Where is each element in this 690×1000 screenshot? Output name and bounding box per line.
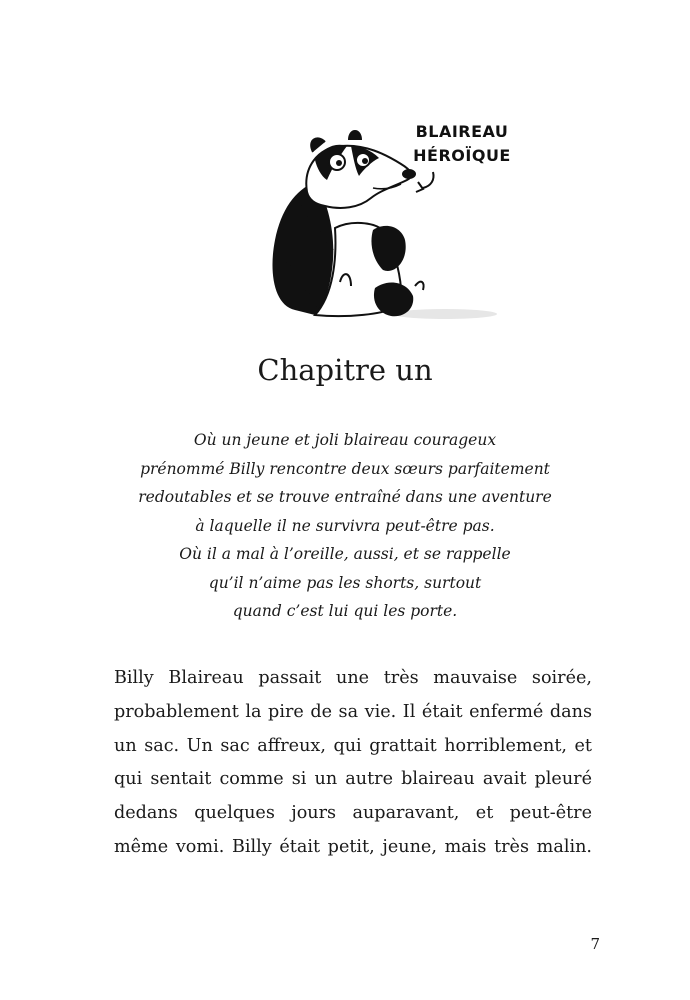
chapter-title: Chapitre un: [257, 353, 433, 387]
caption-pointer-head: [416, 182, 423, 192]
summary-line: Où il a mal à l’oreille, aussi, et se rappelle: [179, 545, 511, 563]
body-line: Billy Blaireau passait une très mauvaise soirée,: [114, 668, 592, 688]
badger-pupil-left: [336, 160, 342, 166]
summary-line: quand c’est lui qui les porte.: [232, 602, 458, 620]
summary-line: Où un jeune et joli blaireau courageux: [193, 431, 497, 449]
body-paragraph: [114, 662, 592, 865]
badger-ear-right: [349, 131, 361, 140]
body-line: même vomi. Billy était petit, jeune, mais très malin.: [114, 836, 592, 857]
badger-nose: [402, 169, 416, 179]
summary-line: redoutables et se trouve entraîné dans une aventure: [138, 488, 552, 506]
chapter-summary: [100, 426, 590, 626]
badger-ear-left: [311, 138, 325, 152]
badger-tail: [415, 282, 424, 290]
caption-line: BLAIREAU: [415, 122, 509, 141]
body-line: probablement la pire de sa vie. Il était enfermé dans: [114, 701, 592, 722]
caption-pointer: [423, 172, 434, 188]
illustration-caption: [412, 120, 512, 168]
summary-line: prénommé Billy rencontre deux sœurs parfaitement: [140, 459, 550, 478]
page-number: 7: [590, 935, 600, 953]
body-line: qui sentait comme si un autre blaireau avait pleuré: [114, 769, 592, 790]
caption-line: HÉROÏQUE: [413, 146, 511, 165]
summary-line: à laquelle il ne survivra peut-être pas.: [195, 516, 495, 535]
body-line: un sac. Un sac affreux, qui grattait horriblement, et: [114, 735, 592, 756]
body-line: dedans quelques jours auparavant, et peut-être: [114, 803, 592, 824]
summary-line: qu’il n’aime pas les shorts, surtout: [208, 573, 482, 592]
badger-pupil-right: [362, 158, 368, 164]
